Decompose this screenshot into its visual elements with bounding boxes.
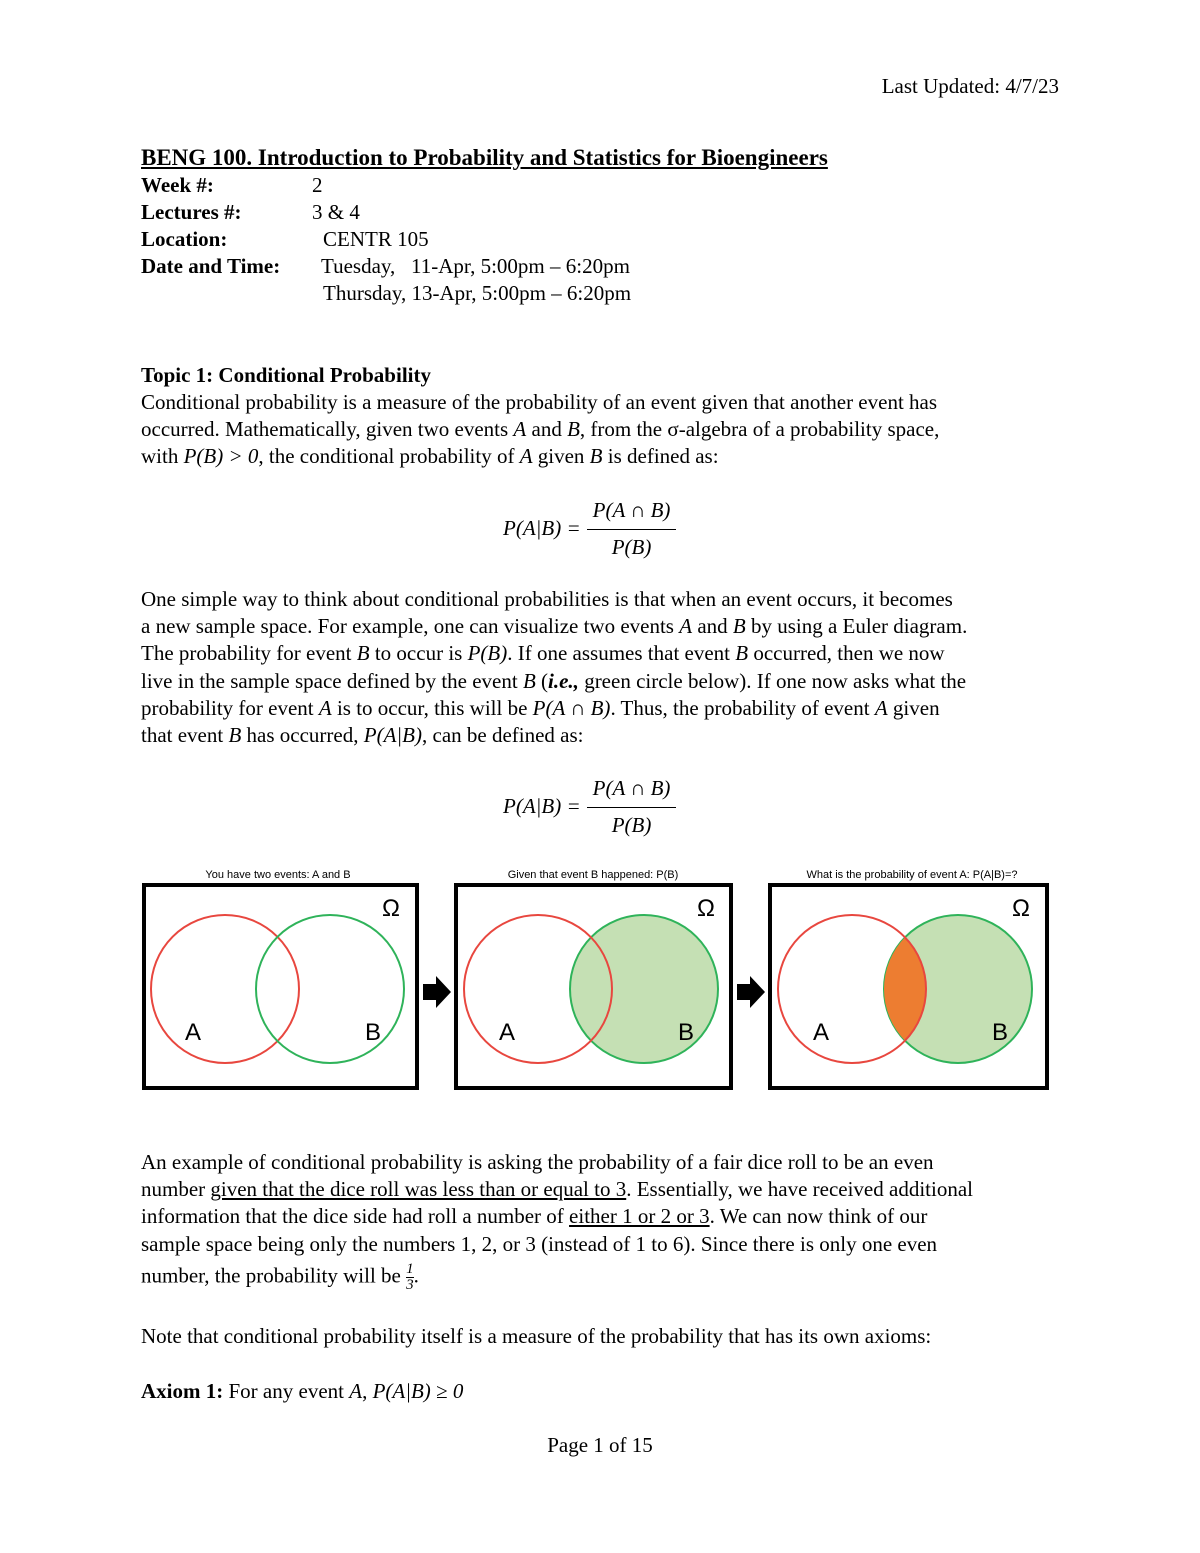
formula-denominator: P(B) <box>587 529 677 561</box>
fraction-one-third: $\frac{1}{3}$ <box>406 1260 414 1293</box>
para2-line: The probability for event B to occur is P(B). If one assumes that event B occurred, then we now <box>141 641 945 666</box>
example-line: number, the probability will be $\frac{1}{3}$ . <box>141 1260 419 1293</box>
location-value: CENTR 105 <box>323 227 429 251</box>
event-a-label: A <box>184 1019 202 1046</box>
panel-2-caption: Given that event B happened: P(B) <box>507 869 679 881</box>
para2-line: a new sample space. For example, one can visualize two events A and B by using a Euler diagram. <box>141 614 968 639</box>
formula-fraction <box>587 775 677 838</box>
sample-space-box <box>144 885 417 1088</box>
event-b-label: B <box>364 1019 382 1046</box>
course-title: BENG 100. Introduction to Probability and Statistics for Bioengineers <box>141 145 828 170</box>
location-label: Location: <box>141 227 228 251</box>
week-label: Week #: <box>141 173 214 197</box>
example-line: An example of conditional probability is asking the probability of a fair dice roll to be an even <box>141 1150 934 1174</box>
formula-numerator: P(A ∩ B) <box>592 776 671 801</box>
datetime-label: Date and Time: <box>141 254 281 278</box>
euler-panel-3 <box>770 885 1047 1088</box>
note-axioms: Note that conditional probability itself is a measure of the probability that has its own axioms: <box>141 1324 932 1348</box>
arrow-right-icon <box>737 976 765 1008</box>
page-number: Page 1 of 15 <box>547 1433 653 1457</box>
euler-panel-2 <box>456 885 731 1088</box>
omega-label: Ω <box>382 895 400 922</box>
event-a-label: A <box>498 1019 516 1046</box>
para1-line: with P(B) > 0, the conditional probability of A given B is defined as: <box>141 444 719 469</box>
panel-1-caption: You have two events: A and B <box>205 869 351 881</box>
para2-line: that event B has occurred, P(A|B), can be defined as: <box>141 723 584 748</box>
para1-line: Conditional probability is a measure of the probability of an event given that another event has <box>141 390 938 414</box>
euler-panel-1 <box>144 885 417 1088</box>
paragraph-definition <box>141 389 1061 471</box>
para2-line: live in the sample space defined by the event B (i.e., green circle below). If one now asks what the <box>141 668 967 693</box>
formula-denominator: P(B) <box>587 807 677 839</box>
datetime-line-2: Thursday, 13-Apr, 5:00pm – 6:20pm <box>323 281 632 305</box>
formula-conditional-probability <box>503 496 676 562</box>
event-a-label: A <box>812 1019 830 1046</box>
lectures-value: 3 & 4 <box>312 200 360 224</box>
week-value: 2 <box>312 173 323 197</box>
formula-lhs: P(A|B) = <box>503 516 581 541</box>
formula-lhs: P(A|B) = <box>503 794 581 819</box>
paragraph-dice-example <box>141 1149 1061 1293</box>
example-line: number given that the dice roll was less than or equal to 3. Essentially, we have received additional <box>141 1177 973 1202</box>
para2-line: probability for event A is to occur, this will be P(A ∩ B). Thus, the probability of event A given <box>141 695 940 720</box>
omega-label: Ω <box>1012 895 1030 922</box>
axiom-1: Axiom 1: For any event A, P(A|B) ≥ 0 <box>141 1379 464 1403</box>
event-b-label: B <box>991 1019 1009 1046</box>
formula-fraction <box>587 497 677 560</box>
formula-numerator: P(A ∩ B) <box>592 498 671 523</box>
para2-line: One simple way to think about conditional probabilities is that when an event occurs, it becomes <box>141 587 953 611</box>
datetime-line-1: Tuesday, 11-Apr, 5:00pm – 6:20pm <box>321 254 630 278</box>
arrow-right-icon <box>423 976 451 1008</box>
panel-3-caption: What is the probability of event A: P(A|B)=? <box>806 869 1018 881</box>
paragraph-sample-space <box>141 586 1061 749</box>
event-b-circle <box>256 915 404 1063</box>
topic-heading: Topic 1: Conditional Probability <box>141 363 431 387</box>
para1-line: occurred. Mathematically, given two events A and B, from the σ-algebra of a probability space, <box>141 417 940 442</box>
event-b-label: B <box>677 1019 695 1046</box>
euler-diagrams-figure <box>0 860 1200 1100</box>
example-line: sample space being only the numbers 1, 2, or 3 (instead of 1 to 6). Since there is only one even <box>141 1231 938 1256</box>
formula-conditional-probability-repeat <box>503 774 676 840</box>
axiom-1-label: Axiom 1: <box>141 1379 224 1403</box>
lectures-label: Lectures #: <box>141 200 242 224</box>
example-line: information that the dice side had roll a number of either 1 or 2 or 3. We can now think of our <box>141 1204 928 1229</box>
omega-label: Ω <box>697 895 715 922</box>
last-updated: Last Updated: 4/7/23 <box>881 74 1059 98</box>
